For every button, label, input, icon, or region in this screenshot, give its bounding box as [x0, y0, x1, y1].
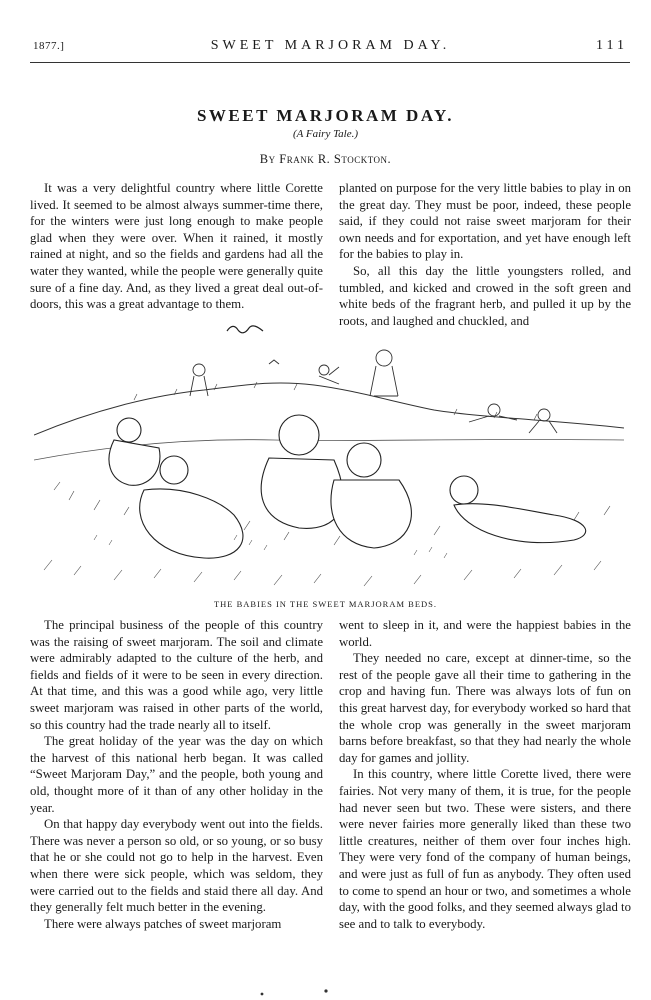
- column-bottom-right: [339, 617, 631, 932]
- illustration-caption: THE BABIES IN THE SWEET MARJORAM BEDS.: [213, 599, 438, 609]
- running-head: [33, 38, 628, 58]
- header-rule: [30, 62, 630, 63]
- page-specks: [250, 988, 350, 998]
- paragraph: They needed no care, except at dinner-time, so the rest of the people gave all their time to gathering in the crop and having fun. There was always lots of fun on this great harvest day, for everybody worked so hard that the whole crop was generally in the sweet marjoram barns before breakfast, so that they had nearly the whole day for games and jollity.: [339, 651, 631, 765]
- title-block: [0, 106, 651, 167]
- page-number: 111: [596, 38, 628, 53]
- paragraph: It was a very delightful country where little Corette lived. It seemed to be almost always summer-time there, for the winters were just long enough to make people glad when they were over. When it rained, it mostly rained at night, and so the fields and gardens had all the water they wanted, while the people were generally quite sure of a fine day. And, as they lived a great deal out-of-doors, this was a great advantage to them.: [30, 181, 323, 312]
- column-bottom-left: [30, 617, 323, 932]
- column-top-right: [339, 180, 631, 329]
- article-title: SWEET MARJORAM DAY.: [196, 106, 455, 125]
- paragraph: The principal business of the people of this country was the raising of sweet marjoram. The soil and climate were admirably adapted to the culture of the herb, and fields and fields of it were to be seen in every direction. At that time, and this was a good while ago, very little sweet marjoram was raised in other parts of the world, so this country had the trade nearly all to itself.: [30, 618, 323, 732]
- running-head-title: SWEET MARJORAM DAY.: [210, 38, 451, 53]
- article-subtitle: (A Fairy Tale.): [292, 128, 359, 140]
- ornament-divider: [225, 322, 265, 336]
- paragraph: went to sleep in it, and were the happiest babies in the world.: [339, 618, 631, 649]
- paragraph: planted on purpose for the very little babies to play in on the great day. They must be poor, indeed, these people said, if they could not raise sweet marjoram for their own needs and for exportation, and yet have enough left for the babies to play in.: [339, 181, 631, 262]
- paragraph: There were always patches of sweet marjoram: [44, 916, 282, 931]
- paragraph: So, all this day the little youngsters rolled, and tumbled, and kicked and crowed in the soft green and white beds of the fragrant herb, and pulled it up by the roots, and laughed and chuckled, and: [339, 263, 631, 328]
- babies-illustration: [34, 340, 624, 598]
- running-head-date: 1877.]: [33, 40, 65, 52]
- paragraph: On that happy day everybody went out into the fields. There was never a person so old, or so young, or so busy that he or she could not go to help in the harvest. Even when there were sick people, which was seldom, they were carried out to the fields and staid there all day. And they generally felt much better in the evening.: [30, 817, 323, 915]
- article-byline: By Frank R. Stockton.: [259, 152, 392, 166]
- paragraph: The great holiday of the year was the day on which the harvest of this national herb began. It was called “Sweet Marjoram Day,” and the people, both young and old, thought more of it than of any other holiday in the year.: [30, 734, 323, 815]
- column-top-left: [30, 180, 323, 313]
- paragraph: In this country, where little Corette lived, there were fairies. Not very many of them, it is true, for the people had never seen but two. These were sisters, and there were never fairies more generally liked than these two little creatures, neither of them over four inches high. They were very fond of the company of human beings, and were just as full of fun as anybody. They often used to come to spend an hour or two, and sometimes a whole day, with the good folks, and they seemed always glad to see and to talk to everybody.: [339, 767, 632, 931]
